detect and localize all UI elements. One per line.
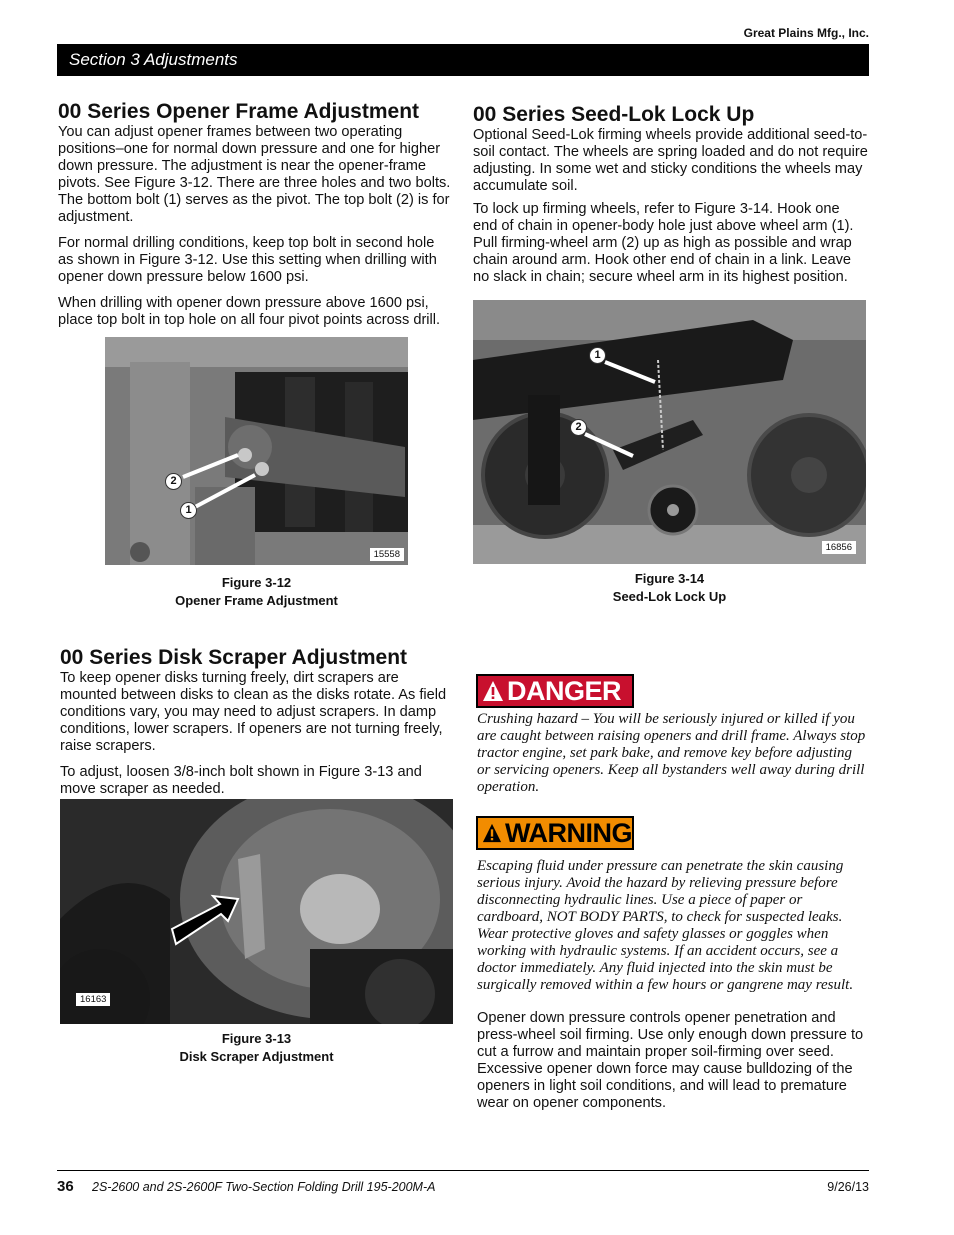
figure-3-12-photo — [105, 337, 408, 565]
seed-lok-paragraph-1: Optional Seed-Lok firming wheels provide additional seed-to-soil contact. The wheels are spring loaded and do not require adjusting. In some wet and sticky conditions the wheels may accumulate soil. — [473, 127, 868, 194]
figure-3-14-caption-title: Seed-Lok Lock Up — [612, 589, 727, 604]
disk-scraper-paragraph-1: To keep opener disks turning freely, dirt scrapers are mounted between disks to clean as the disks rotate. As field conditions vary, you may need to adjust scrapers. In damp conditions, lower scrapers. If openers are not turning freely, raise scrapers. — [60, 670, 447, 754]
danger-label: DANGER — [507, 675, 622, 706]
down-pressure-paragraph: Opener down pressure controls opener penetration and press-wheel soil firming. Use only enough down pressure to cut a furrow and maintain proper soil-firming over seed. Excessive opener down force may cause bulldozing of the openers in light soil conditions, and will lead to premature wear on opener components. — [477, 1010, 864, 1111]
danger-alert-icon — [482, 680, 504, 702]
figure-3-14-photo — [473, 300, 866, 564]
figure-3-13-caption-number: Figure 3-13 — [221, 1031, 292, 1046]
opener-frame-photo-drawing — [105, 337, 408, 565]
warning-alert-icon — [482, 822, 502, 844]
figure-3-14-callout-2: 2 — [570, 419, 587, 436]
figure-3-13-caption — [60, 1030, 453, 1066]
section-title-bar: Section 3 Adjustments — [57, 44, 869, 76]
seed-lok-section — [473, 103, 868, 286]
page-number: 36 — [57, 1178, 74, 1195]
revision-date: 9/26/13 — [827, 1180, 869, 1194]
opener-frame-paragraph-3: When drilling with opener down pressure above 1600 psi, place top bolt in top hole on all four pivot points across drill. — [58, 295, 441, 328]
figure-3-12-caption-title: Opener Frame Adjustment — [175, 593, 338, 608]
footer-divider — [57, 1170, 869, 1171]
disk-scraper-heading: 00 Series Disk Scraper Adjustment — [60, 646, 408, 669]
figure-3-14-caption-number: Figure 3-14 — [634, 571, 705, 586]
opener-frame-heading: 00 Series Opener Frame Adjustment — [58, 100, 420, 123]
warning-label: WARNING — [505, 817, 632, 848]
figure-3-12-callout-1: 1 — [180, 502, 197, 519]
figure-3-12-callout-2: 2 — [165, 473, 182, 490]
seed-lok-heading: 00 Series Seed-Lok Lock Up — [473, 103, 755, 126]
seed-lok-photo-drawing — [473, 300, 866, 564]
disk-scraper-section — [60, 646, 453, 798]
figure-3-12-number: 15558 — [370, 548, 404, 561]
figure-3-14-caption — [473, 570, 866, 606]
company-name: Great Plains Mfg., Inc. — [743, 26, 869, 40]
figure-3-14-number: 16856 — [822, 541, 856, 554]
figure-3-12-caption-number: Figure 3-12 — [221, 575, 292, 590]
figure-3-13-caption-title: Disk Scraper Adjustment — [179, 1049, 334, 1064]
manual-title: 2S-2600 and 2S-2600F Two-Section Folding Drill 195-200M-A — [92, 1180, 436, 1194]
opener-frame-paragraph-1: You can adjust opener frames between two operating positions–one for normal down pressure and one for higher down pressure. The adjustment is near the opener-frame pivots. See Figure 3-12. There are three holes and two bolts. The bottom bolt (1) serves as the pivot. The top bolt (2) is for adjustment. — [58, 124, 451, 225]
figure-3-13-number: 16163 — [76, 993, 110, 1006]
warning-signal-word — [476, 816, 634, 850]
figure-3-12-caption — [105, 574, 408, 610]
opener-frame-section — [58, 100, 453, 329]
danger-signal-word — [476, 674, 634, 708]
danger-message: Crushing hazard – You will be seriously injured or killed if you are caught between raising openers and drill frame. Always stop tractor engine, set park bake, and remove key before adjusting or servicing openers. Keep all bystanders well away during drill operation. — [477, 711, 866, 795]
figure-3-14-callout-1: 1 — [589, 347, 606, 364]
seed-lok-paragraph-2: To lock up firming wheels, refer to Figure 3-14. Hook one end of chain in opener-body hole just above wheel arm (1). Pull firming-wheel arm (2) up as high as possible and wrap chain around arm. Hook other end of chain in a link. Leave no slack in chain; secure wheel arm in its highest position. — [473, 201, 854, 285]
figure-3-13-photo — [60, 799, 453, 1024]
opener-frame-paragraph-2: For normal drilling conditions, keep top bolt in second hole as shown in Figure 3-12. Use this setting when drilling with opener down pressure below 1600 psi. — [58, 235, 437, 285]
disk-scraper-paragraph-2: To adjust, loosen 3/8-inch bolt shown in Figure 3-13 and move scraper as needed. — [60, 764, 422, 797]
disk-scraper-photo-drawing — [60, 799, 453, 1024]
warning-message: Escaping fluid under pressure can penetrate the skin causing serious injury. Avoid the hazard by relieving pressure before disconnecting hydraulic lines. Use a piece of paper or cardboard, NOT BODY PARTS, to check for suspected leaks. Wear protective gloves and safety glasses or goggles when working with hydraulic systems. If an accident occurs, see a doctor immediately. Any fluid injected into the skin must be surgically removed within a few hours or gangrene may result. — [477, 858, 854, 993]
